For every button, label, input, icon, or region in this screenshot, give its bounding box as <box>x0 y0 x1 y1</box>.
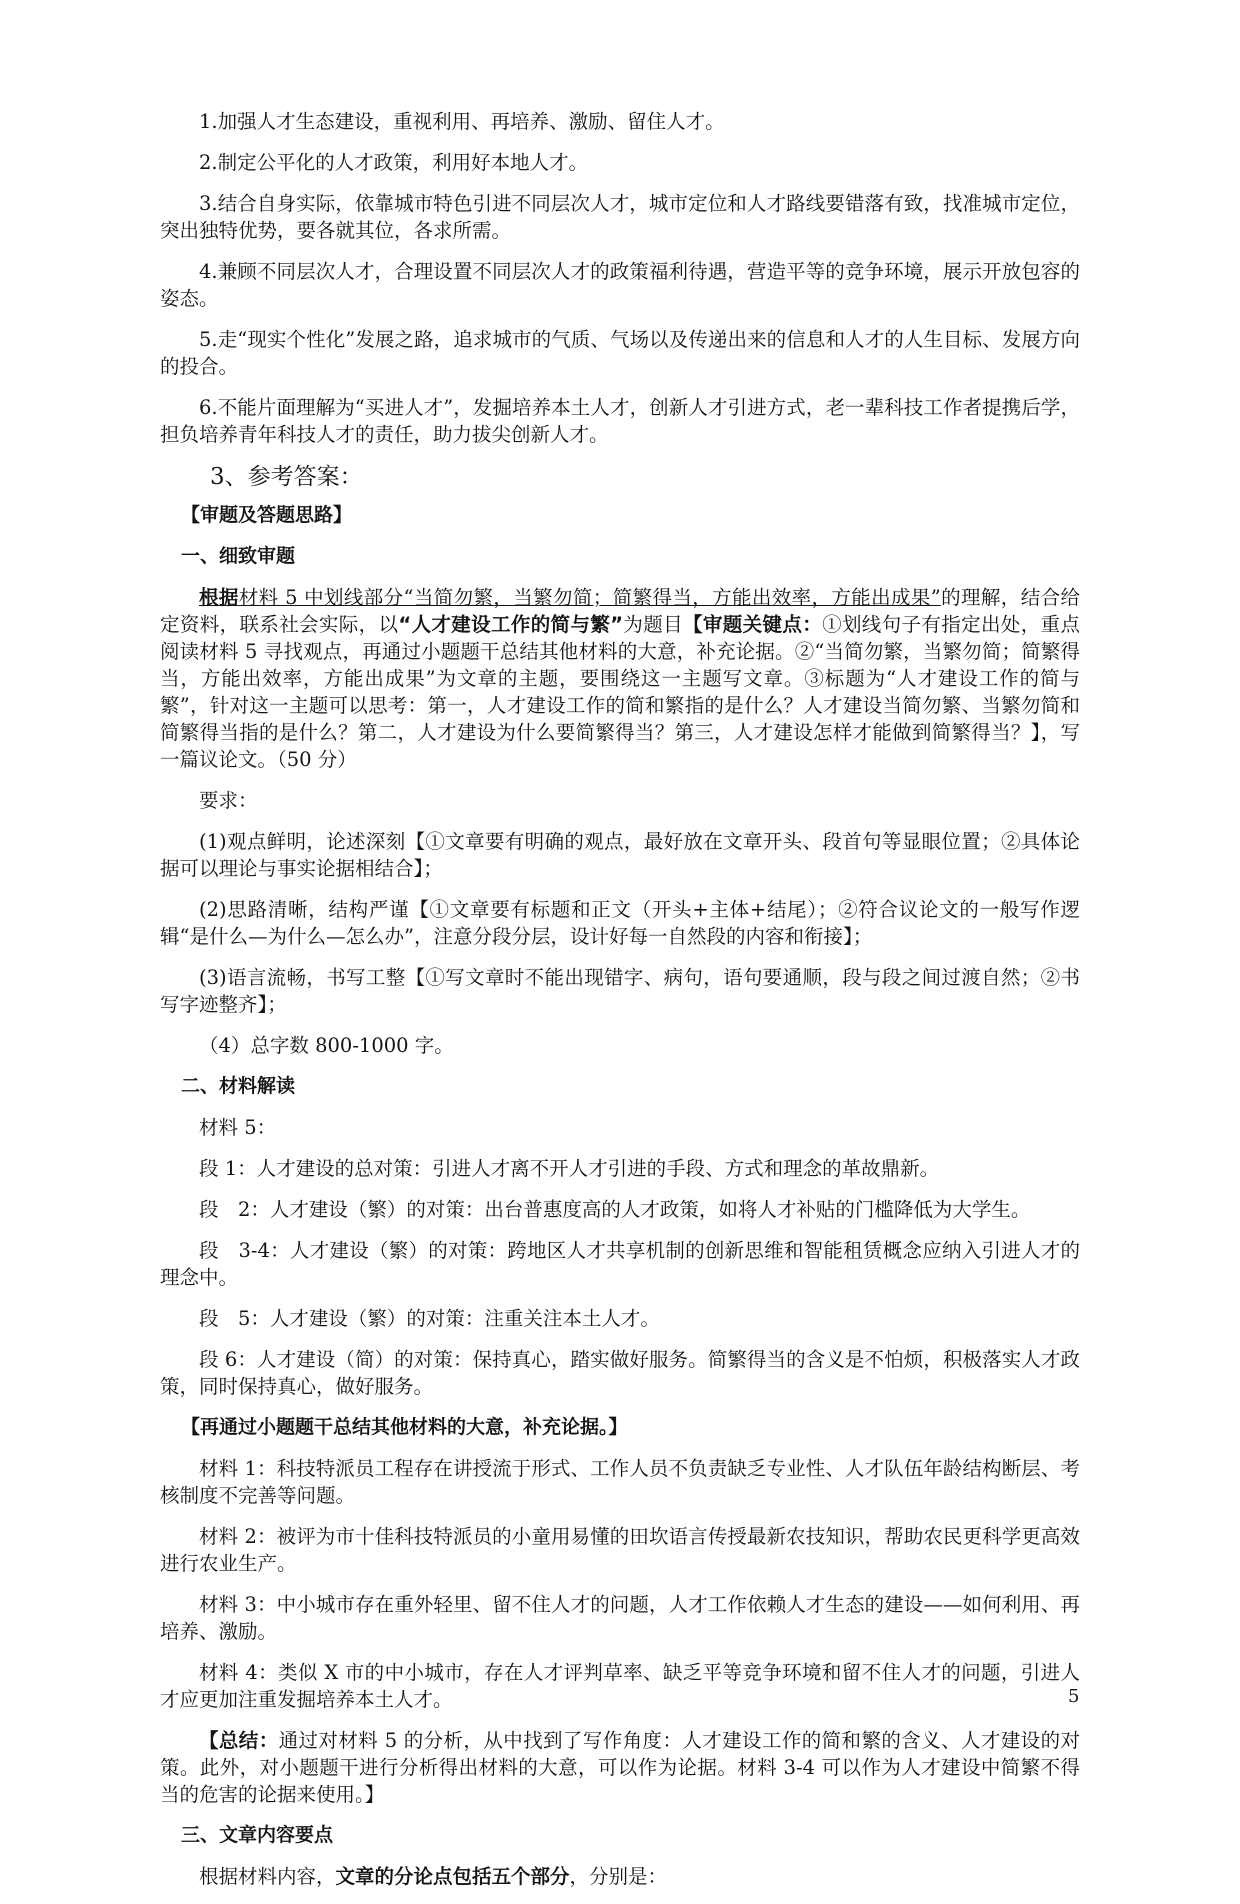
list-item: 2.制定公平化的人才政策，利用好本地人才。 <box>199 151 589 174</box>
basis-source: 材料 5 中划线部分 <box>238 586 404 609</box>
approach-heading: 【审题及答题思路】 <box>181 504 353 526</box>
topic-title: “人才建设工作的简与繁” <box>398 613 624 636</box>
summary-paragraph <box>160 1727 1080 1808</box>
underlined-quote: “当简勿繁，当繁勿简；简繁得当，方能出效率，方能出成果” <box>403 586 941 609</box>
closing-emphasis: 文章的分论点包括五个部分 <box>335 1865 570 1888</box>
material5-paragraph: 段 6：人才建设（简）的对策：保持真心，踏实做好服务。简繁得当的含义是不怕烦，积极落实人才政策，同时保持真心，做好服务。 <box>160 1348 1080 1398</box>
requirement-item: (3)语言流畅，书写工整【①写文章时不能出现错字、病句，语句要通顺，段与段之间过渡自然；②书写字迹整齐】； <box>160 966 1080 1016</box>
requirement-item: (2)思路清晰，结构严谨【①文章要有标题和正文（开头+主体+结尾）；②符合议论文的一般写作逻辑“是什么—为什么—怎么办”，注意分段分层，设计好每一自然段的内容和衔接】； <box>160 898 1080 948</box>
material-summary: 材料 3：中小城市存在重外轻里、留不住人才的问题，人才工作依赖人才生态的建设——如何利用、再培养、激励。 <box>160 1593 1080 1643</box>
supplement-heading: 【再通过小题题干总结其他材料的大意，补充论据。】 <box>181 1416 628 1438</box>
key-points-text: ①划线句子有指定出处，重点阅读材料 5 寻找观点，再通过小题题干总结其他材料的大意，补充论据。②“当简勿繁，当繁勿简；简繁得当，方能出效率，方能出成果”为文章的主题，要围绕这一主题写文章。③标题为“人才建设工作的简与繁”，针对这一主题可以思考：第一，人才建设工作的简和繁指的是什么？人才建设当简勿繁、当繁勿简和简繁得当指的是什么？第二，人才建设为什么要简繁得当？第三，人才建设怎样才能做到简繁得当？】，写一篇议论文。（50 分） <box>160 613 1080 771</box>
answer-title: 3、参考答案： <box>210 464 363 490</box>
section-heading-1: 一、细致审题 <box>181 545 296 567</box>
requirements-label: 要求： <box>199 789 258 812</box>
closing-text: ，分别是： <box>569 1865 668 1888</box>
document-page <box>160 108 1080 1904</box>
closing-text: 根据材料内容， <box>199 1865 336 1888</box>
list-item: 5.走“现实个性化”发展之路，追求城市的气质、气场以及传递出来的信息和人才的人生目标、发展方向的投合。 <box>160 328 1080 378</box>
summary-text: 通过对材料 5 的分析，从中找到了写作角度：人才建设工作的简和繁的含义、人才建设的对策。此外，对小题题干进行分析得出材料的大意，可以作为论据。材料 3-4 可以作为人才建设中简繁不得当的危害的论据来使用。】 <box>160 1729 1080 1806</box>
material5-paragraph: 段 1：人才建设的总对策：引进人才离不开人才引进的手段、方式和理念的革故鼎新。 <box>199 1157 940 1180</box>
section-heading-2: 二、材料解读 <box>181 1075 296 1097</box>
closing-paragraph <box>160 1863 1080 1890</box>
summary-label: 【总结： <box>199 1729 279 1752</box>
basis-paragraph <box>160 584 1080 773</box>
material5-paragraph: 段 2：人才建设（繁）的对策：出台普惠度高的人才政策，如将人才补贴的门槛降低为大学生。 <box>199 1198 1031 1221</box>
material-summary: 材料 1：科技特派员工程存在讲授流于形式、工作人员不负责缺乏专业性、人才队伍年龄结构断层、考核制度不完善等问题。 <box>160 1457 1080 1507</box>
material5-paragraph: 段 5：人才建设（繁）的对策：注重关注本土人才。 <box>199 1307 660 1330</box>
material-summary: 材料 2：被评为市十佳科技特派员的小童用易懂的田坎语言传授最新农技知识，帮助农民更科学更高效进行农业生产。 <box>160 1525 1080 1575</box>
list-item: 3.结合自身实际，依靠城市特色引进不同层次人才，城市定位和人才路线要错落有致，找准城市定位，突出独特优势，要各就其位，各求所需。 <box>160 192 1080 242</box>
key-points-label: 【审题关键点： <box>683 613 823 636</box>
list-item: 6.不能片面理解为“买进人才”，发掘培养本土人才，创新人才引进方式，老一辈科技工作者提携后学，担负培养青年科技人才的责任，助力拔尖创新人才。 <box>160 396 1080 446</box>
requirement-item: （4）总字数 800-1000 字。 <box>199 1034 454 1057</box>
basis-text: 为题目 <box>623 613 684 636</box>
list-item: 1.加强人才生态建设，重视利用、再培养、激励、留住人才。 <box>199 110 725 133</box>
page-number: 5 <box>1068 1686 1080 1707</box>
requirement-item: (1)观点鲜明，论述深刻【①文章要有明确的观点，最好放在文章开头、段首句等显眼位置；②具体论据可以理论与事实论据相结合】； <box>160 830 1080 880</box>
material-label: 材料 5： <box>199 1116 277 1139</box>
material5-paragraph: 段 3-4：人才建设（繁）的对策：跨地区人才共享机制的创新思维和智能租赁概念应纳入引进人才的理念中。 <box>160 1239 1080 1289</box>
material-summary: 材料 4：类似 X 市的中小城市，存在人才评判草率、缺乏平等竞争环境和留不住人才的问题，引进人才应更加注重发掘培养本土人才。 <box>160 1661 1080 1711</box>
list-item: 4.兼顾不同层次人才，合理设置不同层次人才的政策福利待遇，营造平等的竞争环境，展示开放包容的姿态。 <box>160 260 1080 310</box>
section-heading-3: 三、文章内容要点 <box>181 1824 334 1846</box>
basis-text: 的理解，结合给定资料，联系社会实际，以 <box>160 586 1080 636</box>
basis-lead: 根据 <box>199 586 239 609</box>
